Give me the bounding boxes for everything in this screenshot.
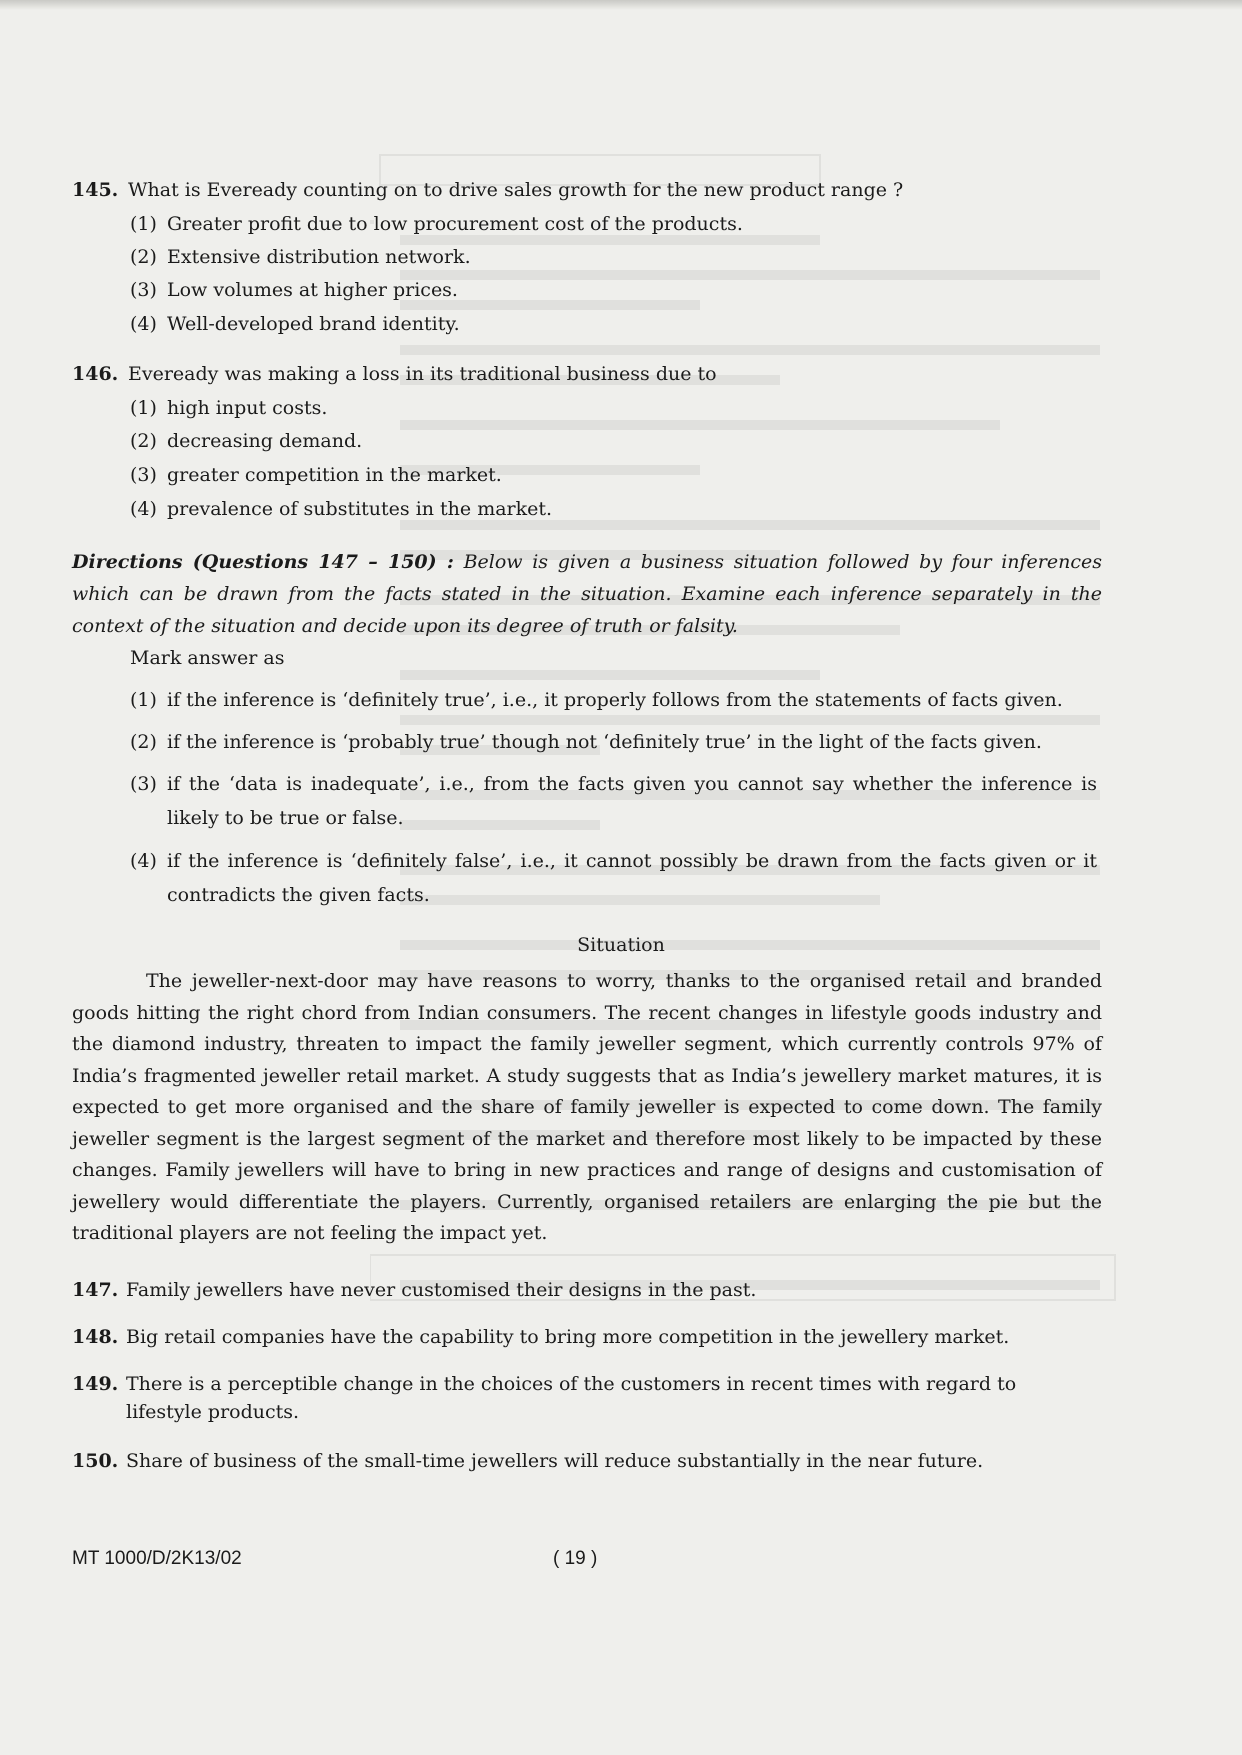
option bbox=[130, 391, 327, 425]
option-text: decreasing demand. bbox=[167, 430, 363, 452]
option-text: high input costs. bbox=[167, 397, 328, 419]
option-text: greater competition in the market. bbox=[167, 464, 502, 486]
option bbox=[130, 458, 502, 492]
option-number: (2) bbox=[130, 246, 157, 268]
statement-text: There is a perceptible change in the choices of the customers in recent times with regard to lifestyle products. bbox=[126, 1373, 1017, 1423]
statement-149 bbox=[72, 1370, 1102, 1426]
mark-option bbox=[130, 725, 1102, 759]
statement-147 bbox=[72, 1276, 1102, 1304]
statement-number: 149. bbox=[72, 1373, 119, 1395]
option-number: (1) bbox=[130, 689, 157, 711]
statement-number: 148. bbox=[72, 1326, 119, 1348]
option-number: (2) bbox=[130, 731, 157, 753]
option-text: if the inference is ‘definitely true’, i.e., it properly follows from the statements of facts given. bbox=[167, 689, 1063, 711]
option-number: (1) bbox=[130, 213, 157, 235]
question-145 bbox=[72, 173, 903, 207]
statement-text: Big retail companies have the capability to bring more competition in the jewellery market. bbox=[126, 1326, 1010, 1348]
question-text: Eveready was making a loss in its traditional business due to bbox=[128, 363, 717, 385]
question-146 bbox=[72, 357, 717, 391]
option-text: Greater profit due to low procurement cost of the products. bbox=[167, 213, 743, 235]
option-number: (3) bbox=[130, 279, 157, 301]
option-number: (2) bbox=[130, 430, 157, 452]
situation-paragraph: The jeweller-next-door may have reasons to worry, thanks to the organised retail and branded goods hitting the right chord from Indian consumers. The recent changes in lifestyle goods industry and the diamond industry, threaten to impact the family jeweller segment, which currently controls 97% of India’s fragmented jeweller retail market. A study suggests that as India’s jewellery market matures, it is expected to get more organised and the share of family jeweller is expected to come down. The family jeweller segment is the largest segment of the market and therefore most likely to be impacted by these changes. Family jewellers will have to bring in new practices and range of designs and customisation of jewellery would differentiate the players. Currently, organised retailers are enlarging the pie but the traditional players are not feeling the impact yet. bbox=[72, 970, 1102, 1244]
mark-option bbox=[130, 683, 1102, 717]
option bbox=[130, 492, 552, 526]
option bbox=[130, 207, 743, 241]
option-text: Low volumes at higher prices. bbox=[167, 279, 458, 301]
scan-edge-shadow bbox=[0, 0, 1242, 10]
option-number: (4) bbox=[130, 313, 157, 335]
directions bbox=[72, 546, 1102, 642]
option bbox=[130, 240, 471, 274]
question-number: 145. bbox=[72, 179, 119, 201]
option-text: if the inference is ‘definitely false’, i.e., it cannot possibly be drawn from the facts given or it contradicts the given facts. bbox=[167, 850, 1097, 906]
statement-number: 147. bbox=[72, 1279, 119, 1301]
question-text: What is Eveready counting on to drive sales growth for the new product range ? bbox=[128, 179, 904, 201]
directions-label: Directions (Questions 147 – 150) : bbox=[72, 551, 454, 573]
statement-number: 150. bbox=[72, 1450, 119, 1472]
option-number: (4) bbox=[130, 850, 157, 872]
directions-text: Below is given a business situation followed by four inferences which can be drawn from the facts stated in the situation. Examine each inference separately in the context of the situation and decide upon its degree of truth or falsity. bbox=[72, 551, 1102, 637]
option-number: (3) bbox=[130, 773, 157, 795]
option bbox=[130, 424, 362, 458]
option-number: (4) bbox=[130, 498, 157, 520]
option-number: (1) bbox=[130, 397, 157, 419]
option-text: if the inference is ‘probably true’ though not ‘definitely true’ in the light of the facts given. bbox=[167, 731, 1042, 753]
option-number: (3) bbox=[130, 464, 157, 486]
statement-text: Share of business of the small-time jewellers will reduce substantially in the near future. bbox=[126, 1450, 984, 1472]
option-text: Well-developed brand identity. bbox=[167, 313, 460, 335]
statement-148 bbox=[72, 1323, 1102, 1351]
mark-answer-label: Mark answer as bbox=[130, 647, 285, 669]
situation-title: Situation bbox=[577, 934, 665, 956]
mark-option bbox=[130, 767, 1102, 835]
paper-code: MT 1000/D/2K13/02 bbox=[72, 1548, 242, 1569]
question-number: 146. bbox=[72, 363, 119, 385]
option bbox=[130, 307, 460, 341]
statement-150 bbox=[72, 1447, 1102, 1475]
mark-option bbox=[130, 844, 1102, 912]
option-text: Extensive distribution network. bbox=[167, 246, 471, 268]
statement-text: Family jewellers have never customised their designs in the past. bbox=[126, 1279, 757, 1301]
page-number: ( 19 ) bbox=[553, 1548, 598, 1569]
option-text: prevalence of substitutes in the market. bbox=[167, 498, 553, 520]
option bbox=[130, 273, 458, 307]
option-text: if the ‘data is inadequate’, i.e., from the facts given you cannot say whether the inference is likely to be true or false. bbox=[167, 773, 1097, 829]
